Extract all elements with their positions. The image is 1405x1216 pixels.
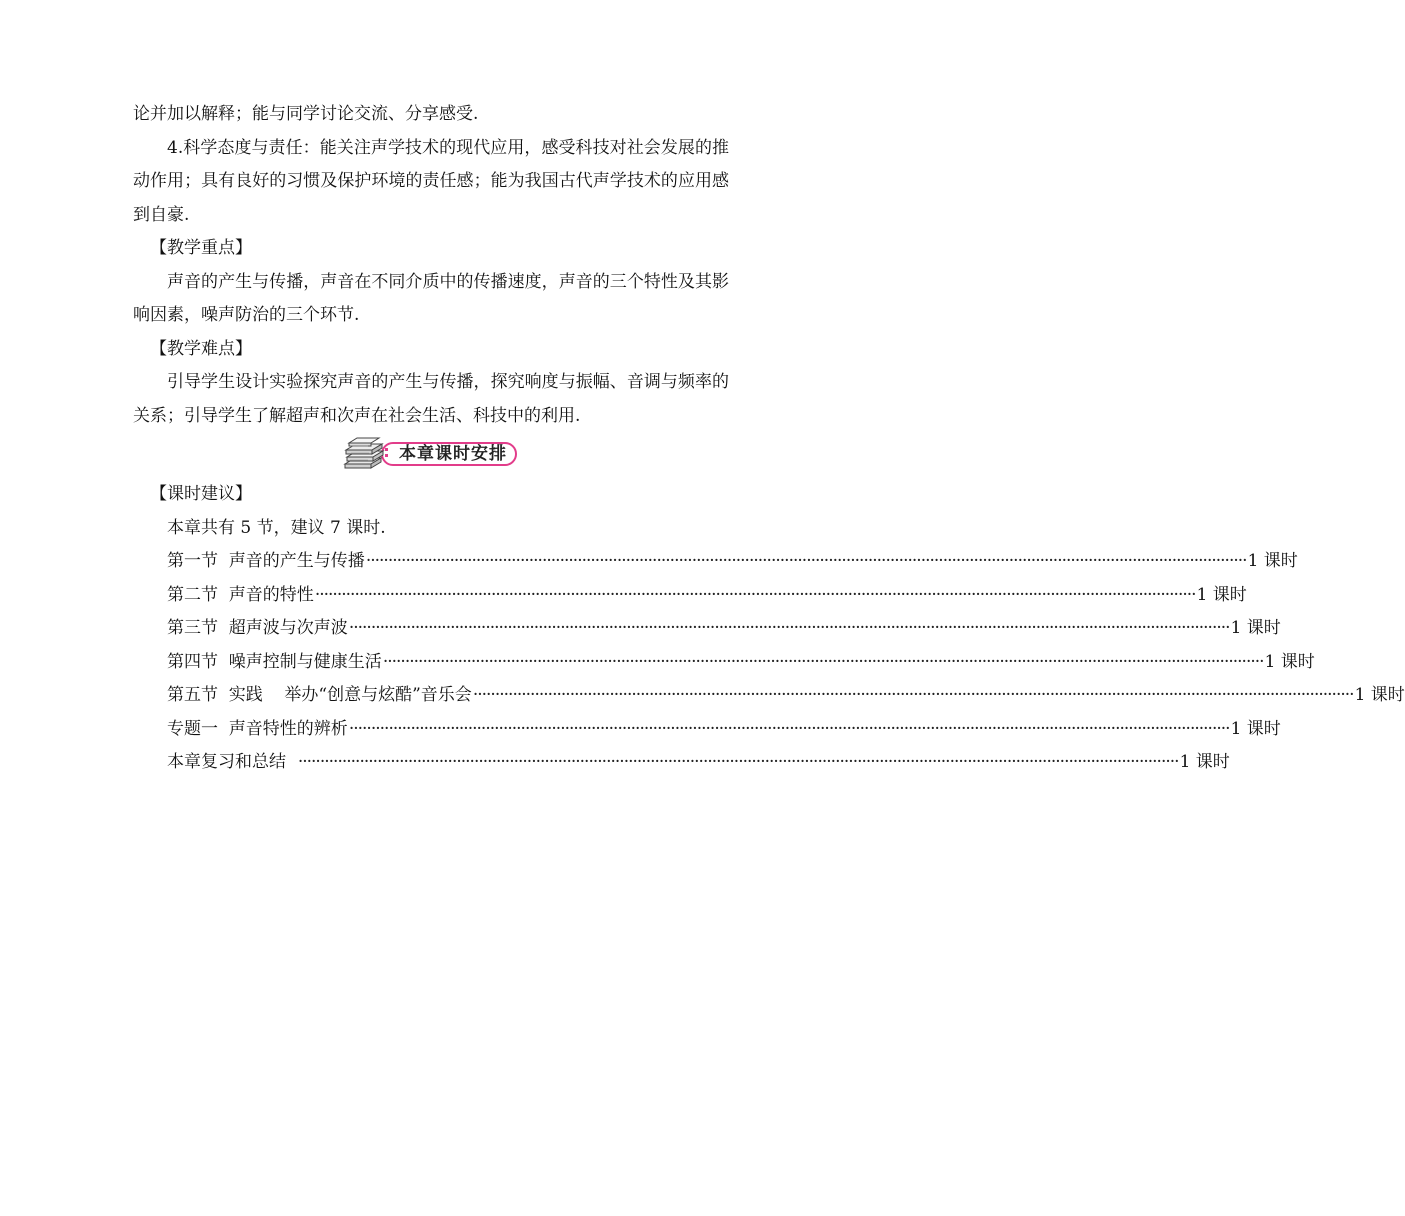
leader-dots: ········································································································································································································	[365, 551, 1247, 571]
books-icon	[341, 434, 391, 472]
schedule-item-title: 第三节 超声波与次声波	[167, 618, 348, 638]
schedule-item-title: 第四节 噪声控制与健康生活	[167, 651, 382, 672]
schedule-item-hours: 1 课时	[1354, 685, 1405, 705]
leader-dots: ········································································································································································································	[382, 651, 1264, 672]
schedule-item	[133, 646, 1315, 680]
schedule-item	[133, 746, 1230, 780]
leader-dots: ········································································································································································································	[348, 618, 1230, 638]
schedule-item-hours: 1 课时	[1196, 584, 1247, 605]
schedule-item	[133, 612, 1281, 646]
schedule-item	[133, 713, 1281, 747]
leader-dots: ········································································································································································································	[472, 685, 1354, 705]
schedule-item	[133, 579, 1247, 613]
schedule-item-hours: 1 课时	[1264, 651, 1315, 672]
schedule-list	[133, 545, 1405, 780]
document-page	[133, 98, 1405, 780]
paragraph-science-attitude: 4.科学态度与责任：能关注声学技术的现代应用，感受科技对社会发展的推动作用；具有良好的习惯及保护环境的责任感；能为我国古代声学技术的应用感到自豪.	[133, 137, 729, 225]
schedule-item	[133, 545, 1298, 579]
schedule-item	[133, 679, 1405, 713]
schedule-item-title: 第一节 声音的产生与传播	[167, 551, 365, 571]
schedule-item-hours: 1 课时	[1230, 718, 1281, 739]
teaching-difficulty-text: 引导学生设计实验探究声音的产生与传播，探究响度与振幅、音调与频率的关系；引导学生了解超声和次声在社会生活、科技中的利用.	[133, 372, 729, 426]
schedule-item-title: 本章复习和总结	[167, 752, 297, 772]
schedule-item-hours: 1 课时	[1247, 551, 1298, 571]
banner-box	[341, 440, 518, 468]
schedule-item-title: 第五节 实践 举办“创意与炫酷”音乐会	[167, 685, 472, 705]
leader-dots: ········································································································································································································	[314, 584, 1196, 605]
teaching-focus-text: 声音的产生与传播，声音在不同介质中的传播速度，声音的三个特性及其影响因素，噪声防治的三个环节.	[133, 271, 729, 325]
schedule-summary: 本章共有 5 节，建议 7 课时.	[167, 517, 386, 538]
schedule-item-hours: 1 课时	[1230, 618, 1281, 638]
leader-dots: ········································································································································································································	[348, 718, 1230, 739]
schedule-item-title: 专题一 声音特性的辨析	[167, 718, 348, 739]
schedule-heading: 【课时建议】	[150, 484, 252, 504]
teaching-difficulty-heading: 【教学难点】	[150, 338, 252, 359]
teaching-focus-heading: 【教学重点】	[150, 238, 252, 258]
schedule-item-title: 第二节 声音的特性	[167, 584, 314, 605]
schedule-item-hours: 1 课时	[1179, 752, 1230, 772]
section-banner	[133, 436, 729, 474]
paragraph-continuation: 论并加以解释；能与同学讨论交流、分享感受.	[133, 104, 479, 124]
banner-title: 本章课时安排	[399, 444, 507, 464]
leader-dots: ········································································································································································································	[297, 752, 1179, 772]
